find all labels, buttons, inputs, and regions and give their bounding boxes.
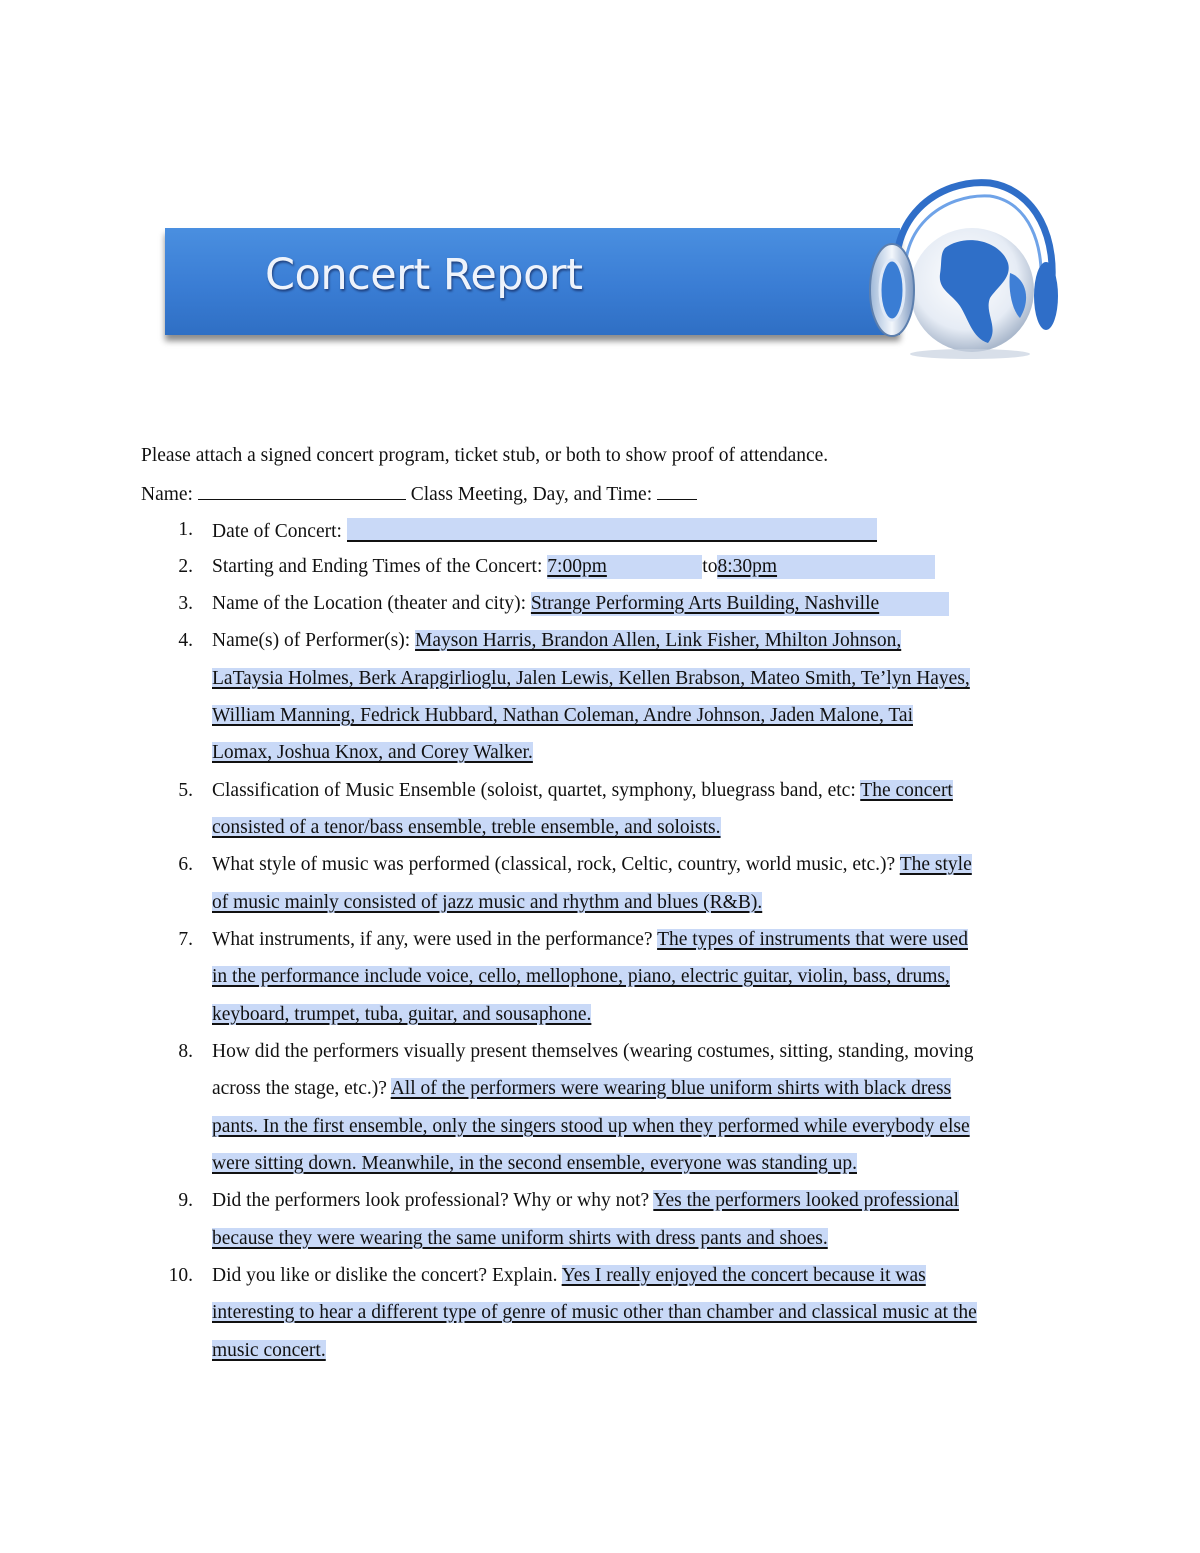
list-item (212, 518, 877, 544)
item-number: 9. (178, 1190, 193, 1211)
list-item (212, 555, 935, 579)
list-item (212, 629, 901, 653)
question: Did you like or dislike the concert? Explain. (212, 1265, 558, 1286)
question: What instruments, if any, were used in the performance? (212, 929, 653, 950)
item-number: 10. (168, 1265, 193, 1286)
item-number: 6. (178, 854, 193, 875)
answer: Yes the performers looked professional (653, 1190, 959, 1211)
name-label: Name: (141, 484, 193, 505)
list-item (212, 1264, 926, 1288)
answer: William Manning, Fedrick Hubbard, Nathan Coleman, Andre Johnson, Jaden Malone, Tai (212, 705, 913, 726)
question: What style of music was performed (classical, rock, Celtic, country, world music, etc.)? (212, 854, 896, 875)
answer: The concert (860, 780, 953, 801)
question: Date of Concert: (212, 521, 342, 542)
answer: Yes I really enjoyed the concert because it was (561, 1265, 926, 1286)
answer: The types of instruments that were used (657, 929, 968, 950)
class-label: Class Meeting, Day, and Time: (410, 484, 653, 505)
answer: of music mainly consisted of jazz music and rhythm and blues (R&B). (212, 892, 763, 913)
question: across the stage, etc.)? (212, 1078, 387, 1099)
globe-headphones-icon (860, 178, 1060, 360)
question: Name of the Location (theater and city): (212, 593, 527, 614)
question: How did the performers visually present themselves (wearing costumes, sitting, standing, moving (212, 1041, 974, 1062)
answer: because they were wearing the same uniform shirts with dress pants and shoes. (212, 1228, 828, 1249)
list-item (212, 1040, 973, 1064)
answer: in the performance include voice, cello, mellophone, piano, electric guitar, violin, bass, drums, (212, 966, 950, 987)
answer: Strange Performing Arts Building, Nashville (531, 592, 949, 616)
answer: LaTaysia Holmes, Berk Arapgirlioglu, Jalen Lewis, Kellen Brabson, Mateo Smith, Te’lyn Hayes, (212, 668, 970, 689)
to-label: to (702, 556, 718, 577)
instructions: Please attach a signed concert program, ticket stub, or both to show proof of attendance. (141, 445, 829, 466)
answer: All of the performers were wearing blue uniform shirts with black dress (390, 1078, 952, 1099)
question: Did the performers look professional? Why or why not? (212, 1190, 650, 1211)
name-class-line (141, 481, 697, 507)
banner-title: Concert Report (265, 250, 583, 300)
answer: Lomax, Joshua Knox, and Corey Walker. (212, 742, 533, 763)
list-item (212, 928, 968, 952)
list-item (212, 853, 972, 877)
question: Starting and Ending Times of the Concert: (212, 556, 543, 577)
answer: consisted of a tenor/bass ensemble, treble ensemble, and soloists. (212, 817, 721, 838)
item-number: 5. (178, 780, 193, 801)
question: Name(s) of Performer(s): (212, 630, 411, 651)
answer: Mayson Harris, Brandon Allen, Link Fisher, Mhilton Johnson, (415, 630, 902, 651)
item-number: 8. (178, 1041, 193, 1062)
answer: pants. In the first ensemble, only the singers stood up when they performed while everybody else (212, 1116, 970, 1137)
title-banner (165, 228, 900, 335)
name-field[interactable] (198, 481, 406, 500)
answer: The style (899, 854, 972, 875)
end-time-answer[interactable]: 8:30pm (717, 555, 935, 579)
answer: were sitting down. Meanwhile, in the second ensemble, everyone was standing up. (212, 1153, 857, 1174)
question: Classification of Music Ensemble (soloist, quartet, symphony, bluegrass band, etc: (212, 780, 856, 801)
start-time-answer[interactable]: 7:00pm (547, 555, 702, 579)
item-number: 7. (178, 929, 193, 950)
answer: interesting to hear a different type of genre of music other than chamber and classical music at the (212, 1302, 977, 1323)
item-number: 1. (178, 519, 193, 540)
date-field[interactable] (347, 518, 877, 542)
answer: music concert. (212, 1340, 326, 1361)
list-item (212, 1189, 959, 1213)
list-item (212, 592, 949, 616)
answer: keyboard, trumpet, tuba, guitar, and sousaphone. (212, 1004, 592, 1025)
item-number: 4. (178, 630, 193, 651)
item-number: 3. (178, 593, 193, 614)
item-number: 2. (178, 556, 193, 577)
list-item (212, 779, 953, 803)
class-field[interactable] (657, 481, 697, 500)
